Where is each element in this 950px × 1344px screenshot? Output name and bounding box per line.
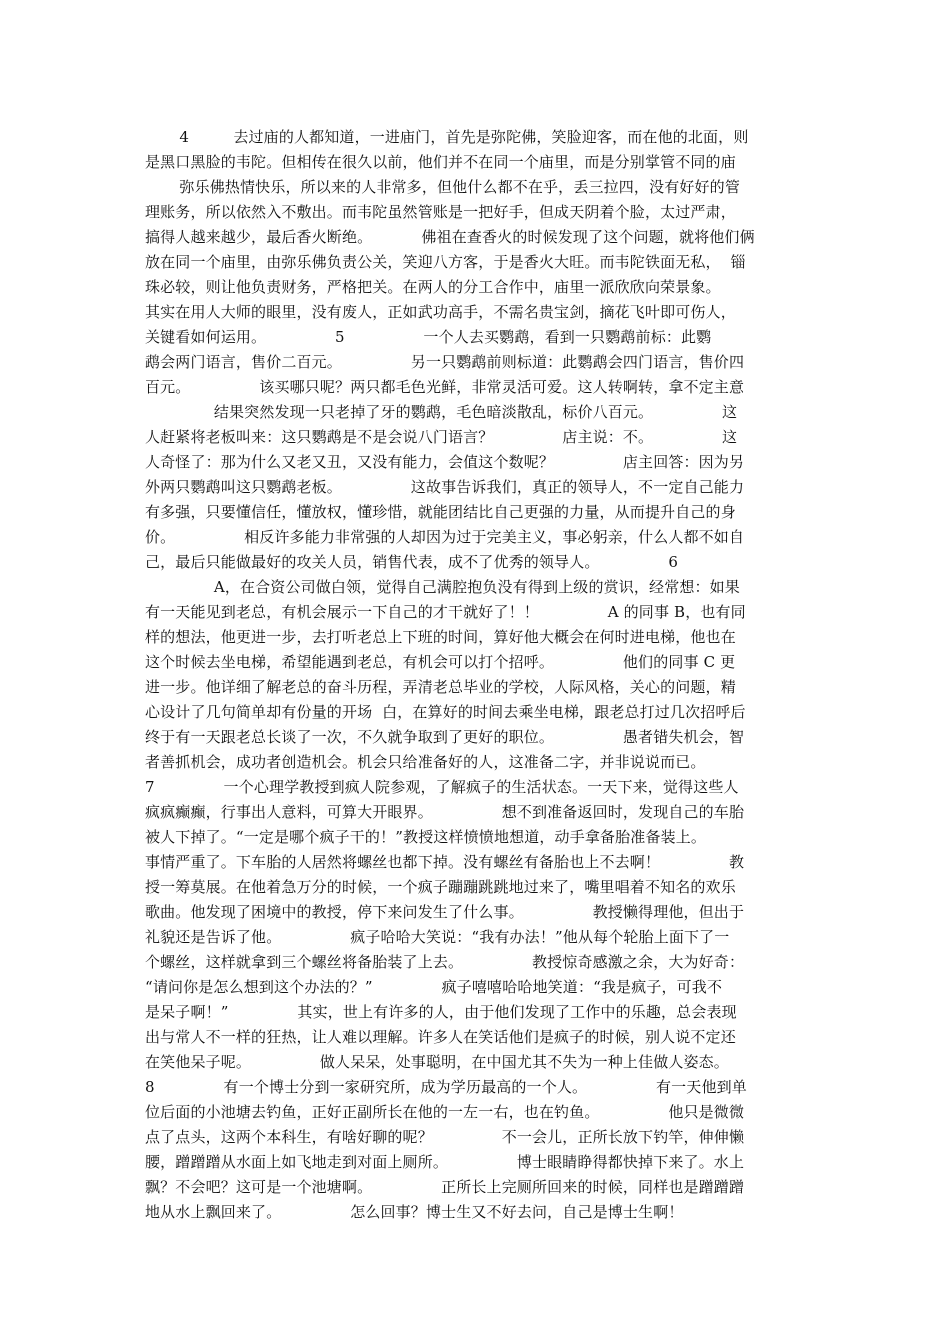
text-line: 人赶紧将老板叫来：这只鹦鹉是不是会说八门语言？ 店主说：不。 这	[145, 428, 738, 446]
text-line: 理账务，所以依然入不敷出。而韦陀虽然管账是一把好手，但成天阴着个脸，太过严肃，	[145, 203, 736, 221]
text-line: 有一天能见到老总，有机会展示一下自己的才干就好了！！ A 的同事 B，也有同	[145, 603, 746, 621]
text-line: 被人下掉了。“一定是哪个疯子干的！”教授这样愤愤地想道，动手拿备胎准备装上。	[145, 828, 707, 846]
text-line: 其实在用人大师的眼里，没有废人，正如武功高手，不需名贵宝剑，摘花飞叶即可伤人，	[145, 303, 736, 321]
text-line: 心设计了几句简单却有份量的开场 白，在算好的时间去乘坐电梯，跟老总打过几次招呼后	[145, 703, 746, 721]
text-line: 地从水上飘回来了。 怎么回事？博士生又不好去问，自己是博士生啊！	[145, 1203, 684, 1221]
text-line: 出与常人不一样的狂热，让人难以理解。许多人在笑话他们是疯子的时候，别人说不定还	[145, 1028, 736, 1046]
text-line: 位后面的小池塘去钓鱼，正好正副所长在他的一左一右，也在钓鱼。 他只是微微	[145, 1103, 745, 1121]
text-line: 礼貌还是告诉了他。 疯子哈哈大笑说：“我有办法！”他从每个轮胎上面下了一	[145, 928, 730, 946]
text-line: 腰，蹭蹭蹭从水面上如飞地走到对面上厕所。 博士眼睛睁得都快掉下来了。水上	[145, 1153, 745, 1171]
text-line: 者善抓机会，成功者创造机会。机会只给准备好的人，这准备二字，并非说说而已。	[145, 753, 706, 771]
text-line: 事情严重了。下车胎的人居然将螺丝也都下掉。没有螺丝有备胎也上不去啊！ 教	[145, 853, 745, 871]
text-line: 8 有一个博士分到一家研究所，成为学历最高的一个人。 有一天他到单	[145, 1078, 747, 1096]
text-line: 飘？不会吧？这可是一个池塘啊。 正所长上完厕所回来的时候，同样也是蹭蹭蹭	[145, 1178, 745, 1196]
text-line: 4 去过庙的人都知道，一进庙门，首先是弥陀佛，笑脸迎客，而在他的北面，则	[145, 128, 749, 146]
text-line: 百元。 该买哪只呢？两只都毛色光鲜，非常灵活可爱。这人转啊转，拿不定主意	[145, 378, 745, 396]
text-line: 放在同一个庙里，由弥乐佛负责公关，笑迎八方客，于是香火大旺。而韦陀铁面无私， 锱	[145, 253, 746, 271]
text-line: 歌曲。他发现了困境中的教授，停下来问发生了什么事。 教授懒得理他，但出于	[145, 903, 745, 921]
text-line: 在笑他呆子呢。 做人呆呆，处事聪明，在中国尤其不失为一种上佳做人姿态。	[145, 1053, 729, 1071]
text-line: 结果突然发现一只老掉了牙的鹦鹉，毛色暗淡散乱，标价八百元。 这	[145, 403, 738, 421]
text-line: 己，最后只能做最好的攻关人员，销售代表，成不了优秀的领导人。 6	[145, 553, 679, 571]
text-line: 这个时候去坐电梯，希望能遇到老总，有机会可以打个招呼。 他们的同事 C 更	[145, 653, 736, 671]
text-line: 7 一个心理学教授到疯人院参观，了解疯子的生活状态。一天下来，觉得这些人	[145, 778, 739, 796]
text-line: 是呆子啊！” 其实，世上有许多的人，由于他们发现了工作中的乐趣，总会表现	[145, 1003, 737, 1021]
text-line: 样的想法，他更进一步，去打听老总上下班的时间，算好他大概会在何时进电梯，他也在	[145, 628, 736, 646]
text-line: 外两只鹦鹉叫这只鹦鹉老板。 这故事告诉我们，真正的领导人，不一定自己能力	[145, 478, 745, 496]
text-line: “请问你是怎么想到这个办法的？” 疯子嘻嘻哈哈地笑道：“我是疯子，可我不	[145, 978, 723, 996]
text-line: 人奇怪了：那为什么又老又丑，又没有能力，会值这个数呢？ 店主回答：因为另	[145, 453, 745, 471]
text-line: 进一步。他详细了解老总的奋斗历程，弄清老总毕业的学校，人际风格，关心的问题，精	[145, 678, 736, 696]
text-line: 有多强，只要懂信任，懂放权，懂珍惜，就能团结比自己更强的力量，从而提升自己的身	[145, 503, 736, 521]
text-line: 搞得人越来越少，最后香火断绝。 佛祖在查香火的时候发现了这个问题，就将他们俩	[145, 228, 755, 246]
text-line: 是黑口黑脸的韦陀。但相传在很久以前，他们并不在同一个庙里，而是分别掌管不同的庙	[145, 153, 736, 171]
text-line: 终于有一天跟老总长谈了一次，不久就争取到了更好的职位。 愚者错失机会，智	[145, 728, 745, 746]
text-line: 个螺丝，这样就拿到三个螺丝将备胎装了上去。 教授惊奇感激之余，大为好奇：	[145, 953, 745, 971]
text-line: 珠必较，则让他负责财务，严格把关。在两人的分工合作中，庙里一派欣欣向荣景象。	[145, 278, 721, 296]
text-line: A，在合资公司做白领，觉得自己满腔抱负没有得到上级的赏识，经常想：如果	[145, 578, 740, 596]
text-line: 疯疯癫癫，行事出人意料，可算大开眼界。 想不到准备返回时，发现自己的车胎	[145, 803, 745, 821]
text-line: 价。 相反许多能力非常强的人却因为过于完美主义，事必躬亲，什么人都不如自	[145, 528, 745, 546]
text-line: 授一筹莫展。在他着急万分的时候，一个疯子蹦蹦跳跳地过来了，嘴里唱着不知名的欢乐	[145, 878, 736, 896]
text-line: 点了点头，这两个本科生，有啥好聊的呢？ 不一会儿，正所长放下钓竿，伸伸懒	[145, 1128, 745, 1146]
text-line: 关键看如何运用。 5 一个人去买鹦鹉，看到一只鹦鹉前标：此鹦	[145, 328, 712, 346]
text-line: 弥乐佛热情快乐，所以来的人非常多，但他什么都不在乎，丢三拉四，没有好好的管	[145, 178, 740, 196]
text-line: 鹉会两门语言，售价二百元。 另一只鹦鹉前则标道：此鹦鹉会四门语言，售价四	[145, 353, 745, 371]
